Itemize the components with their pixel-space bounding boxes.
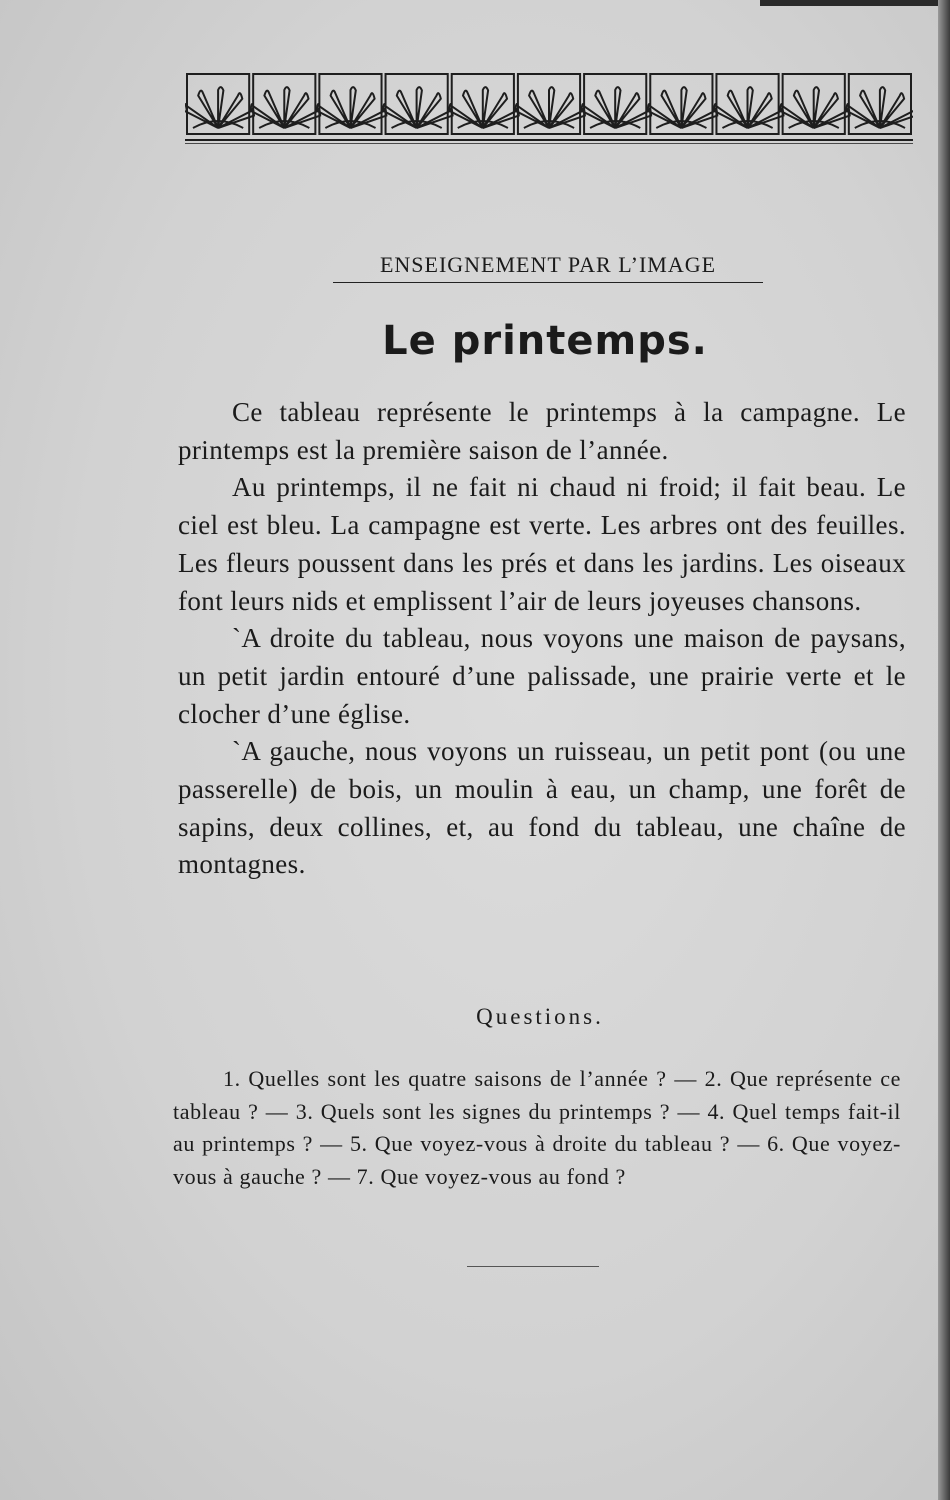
- page-edge-top: [760, 0, 950, 6]
- questions-paragraph: 1. Quelles sont les quatre saisons de l’année ? — 2. Que représente ce tableau ? — 3. Quels sont les signes du printemps ? — 4. Quel temps fait-il au printemps ? — 5. Que voyez-vous à droite du tableau ? — 6. Que voyez-vous à gauche ? — 7. Que voyez-vous au fond ?: [173, 1066, 901, 1189]
- paragraph-1: Ce tableau représente le printemps à la campagne. Le printemps est la première saison de l’année.: [178, 397, 906, 465]
- ornament-tile: [185, 74, 254, 134]
- section-header: ENSEIGNEMENT PAR L’IMAGE: [333, 252, 763, 283]
- ornament-tile: [581, 74, 651, 134]
- body-text: [178, 394, 906, 884]
- ornament-tile: [317, 74, 387, 134]
- ornament-tile: [383, 74, 453, 134]
- paragraph-3: `A droite du tableau, nous voyons une maison de paysans, un petit jardin entouré d’une palissade, une prairie verte et le clocher d’une église.: [178, 623, 906, 729]
- ornament-tile: [250, 74, 320, 134]
- page-edge-right: [938, 0, 950, 1500]
- ornament-tile: [714, 74, 784, 134]
- page-title: Le printemps.: [382, 318, 708, 364]
- ornament-tile: [449, 74, 519, 134]
- paragraph-2: Au printemps, il ne fait ni chaud ni froid; il fait beau. Le ciel est bleu. La campagne est verte. Les arbres ont des feuilles. Les fleurs poussent dans les prés et dans les jardins. Les oiseaux font leurs nids et emplissent l’air de leurs joyeuses chansons.: [178, 472, 906, 616]
- bottom-rule: [467, 1266, 599, 1267]
- questions-heading: Questions.: [476, 1004, 604, 1029]
- ornament-tile: [648, 74, 718, 134]
- paragraph-4: `A gauche, nous voyons un ruisseau, un petit pont (ou une passerelle) de bois, un moulin à eau, un champ, une forêt de sapins, deux collines, et, au fond du tableau, une chaîne de montagnes.: [178, 736, 906, 880]
- ornament-tile: [846, 74, 913, 134]
- fan-motif-border-icon: [185, 72, 913, 144]
- ornament-tile: [780, 74, 850, 134]
- questions-text: [173, 1063, 901, 1193]
- ornament-tile: [515, 74, 585, 134]
